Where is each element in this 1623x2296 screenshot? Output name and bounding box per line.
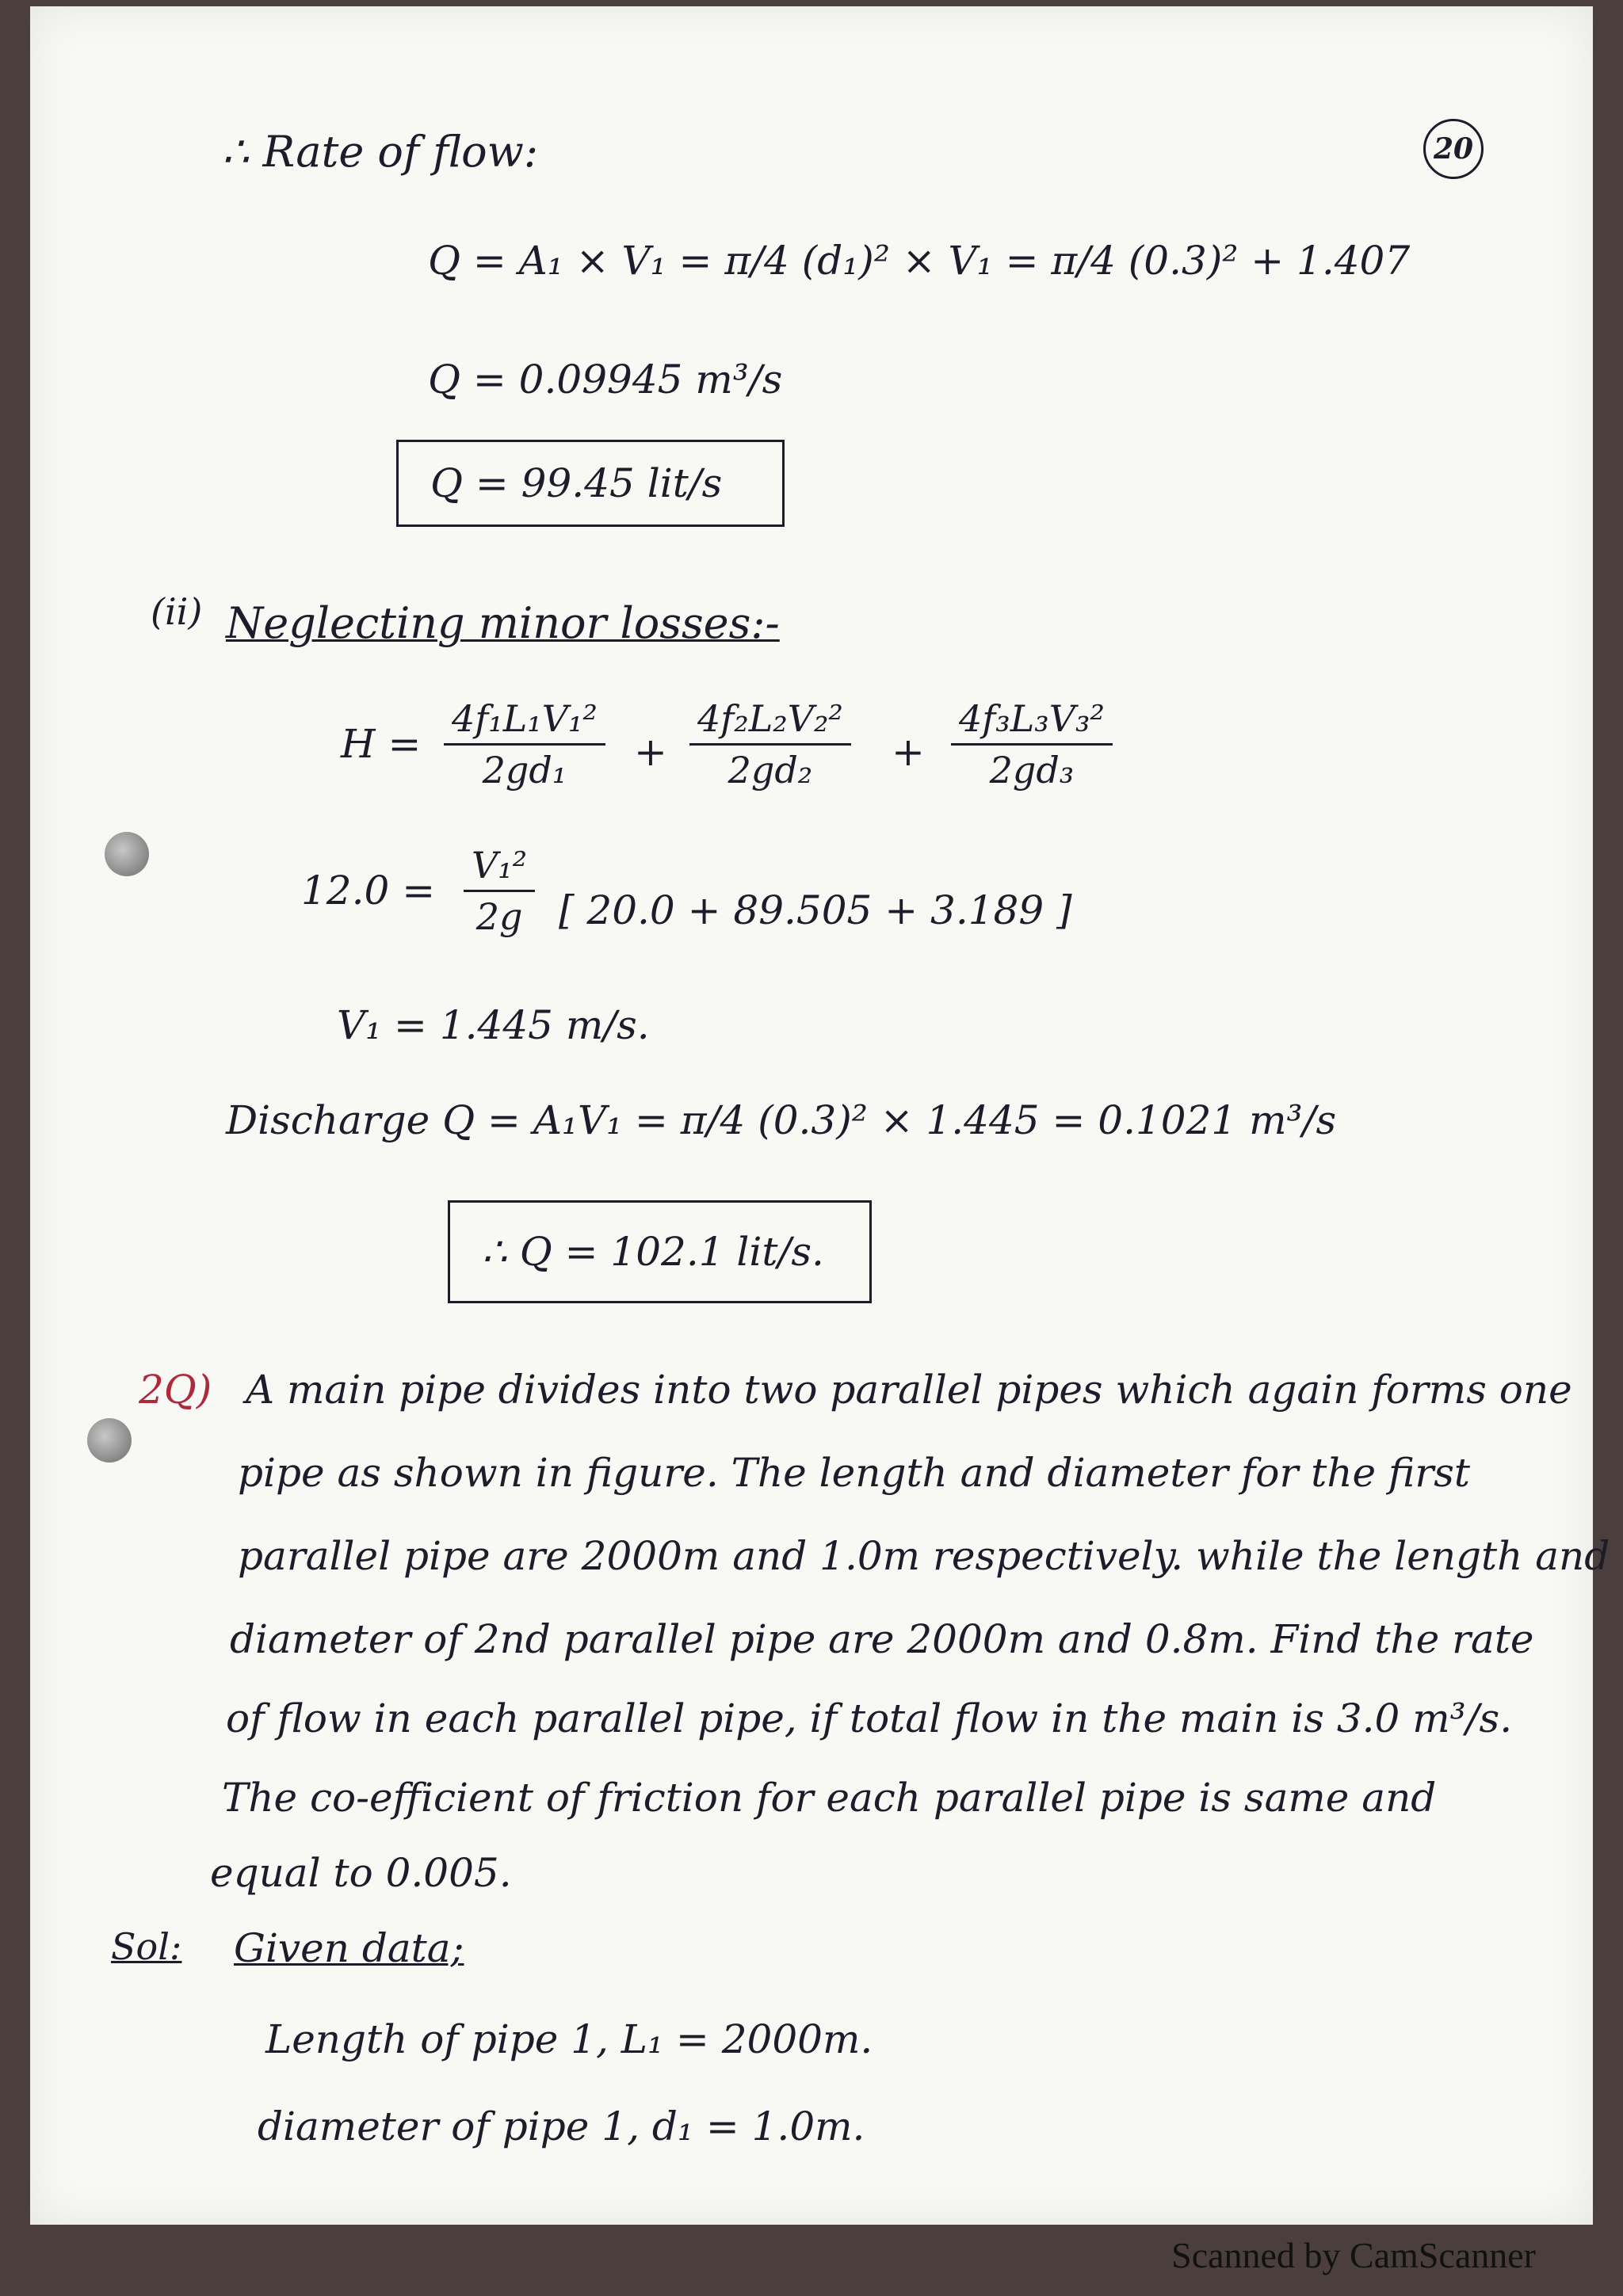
question-number: 2Q) bbox=[139, 1367, 212, 1413]
velocity-fraction bbox=[464, 844, 535, 938]
velocity-den: 2g bbox=[475, 895, 523, 938]
solution-label: Sol: bbox=[111, 1925, 182, 1968]
question-line: A main pipe divides into two parallel pipes which again forms one bbox=[246, 1367, 1572, 1413]
plus-sign: + bbox=[634, 729, 667, 775]
part-ii-label: (ii) bbox=[151, 590, 203, 633]
flow-equation-2: Q = 0.09945 m³/s bbox=[428, 357, 783, 402]
question-line: of flow in each parallel pipe, if total flow in the main is 3.0 m³/s. bbox=[226, 1695, 1513, 1741]
head-term-3 bbox=[951, 697, 1113, 791]
head-term-1 bbox=[444, 697, 605, 791]
discharge-result-box bbox=[448, 1200, 872, 1303]
flow-equation-1: Q = A₁ × V₁ = π/4 (d₁)² × V₁ = π/4 (0.3)² + 1.407 bbox=[428, 238, 1411, 284]
given-item: diameter of pipe 1, d₁ = 1.0m. bbox=[258, 2103, 865, 2149]
question-line: pipe as shown in figure. The length and diameter for the first bbox=[238, 1450, 1471, 1496]
head-term-1-den: 2gd₁ bbox=[482, 749, 567, 791]
head-term-2 bbox=[689, 697, 851, 791]
equation-lhs: 12.0 = bbox=[301, 868, 436, 913]
head-term-1-num: 4f₁L₁V₁² bbox=[444, 697, 605, 746]
head-term-3-num: 4f₃L₃V₃² bbox=[951, 697, 1113, 746]
flow-result-box bbox=[396, 440, 785, 527]
question-line: diameter of 2nd parallel pipe are 2000m and 0.8m. Find the rate bbox=[230, 1616, 1534, 1662]
question-line: equal to 0.005. bbox=[210, 1850, 512, 1896]
punch-hole bbox=[87, 1418, 132, 1463]
discharge-equation: Discharge Q = A₁V₁ = π/4 (0.3)² × 1.445 = 0.1021 m³/s bbox=[226, 1097, 1337, 1143]
given-item: Length of pipe 1, L₁ = 2000m. bbox=[265, 2016, 873, 2062]
equation-bracket: [ 20.0 + 89.505 + 3.189 ] bbox=[559, 887, 1072, 933]
head-term-3-den: 2gd₃ bbox=[989, 749, 1075, 791]
discharge-result: ∴ Q = 102.1 lit/s. bbox=[482, 1229, 824, 1275]
page-number: 20 bbox=[1423, 119, 1484, 179]
part-ii-heading: Neglecting minor losses:- bbox=[226, 598, 780, 648]
velocity-num: V₁² bbox=[464, 844, 535, 892]
punch-hole bbox=[105, 832, 149, 876]
rate-of-flow-heading: ∴ Rate of flow: bbox=[222, 127, 539, 177]
head-term-2-num: 4f₂L₂V₂² bbox=[689, 697, 851, 746]
scanner-watermark: Scanned by CamScanner bbox=[1171, 2235, 1536, 2275]
plus-sign: + bbox=[892, 729, 925, 775]
head-term-2-den: 2gd₂ bbox=[727, 749, 813, 791]
flow-result: Q = 99.45 lit/s bbox=[430, 460, 723, 506]
question-line: The co-efficient of friction for each parallel pipe is same and bbox=[222, 1775, 1437, 1821]
question-line: parallel pipe are 2000m and 1.0m respectively. while the length and bbox=[238, 1533, 1610, 1579]
velocity-result: V₁ = 1.445 m/s. bbox=[337, 1002, 650, 1048]
given-data-heading: Given data; bbox=[234, 1925, 464, 1971]
head-lhs: H = bbox=[341, 721, 422, 767]
